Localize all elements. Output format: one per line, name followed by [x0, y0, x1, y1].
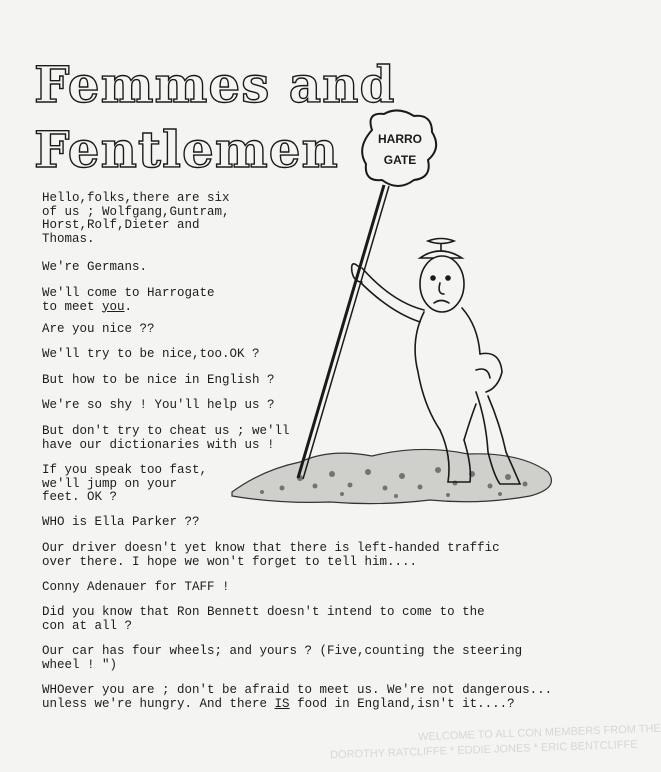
- taff-paragraph: Conny Adenauer for TAFF !: [42, 580, 230, 594]
- closing-line-2a: unless we're hungry. And there: [42, 696, 275, 711]
- harrogate-line-2c: .: [124, 299, 133, 314]
- intro-paragraph: Hello,folks,there are six of us ; Wolfgang,Guntram, Horst,Rolf,Dieter and Thomas.: [42, 191, 230, 246]
- harrogate-emphasis-you: you: [102, 299, 125, 314]
- closing-paragraph: [42, 684, 552, 711]
- try-nice-paragraph: We'll try to be nice,too.OK ?: [42, 347, 260, 361]
- sign-text-line-1: HARRO: [378, 132, 422, 146]
- ella-parker-question: WHO is Ella Parker ??: [42, 515, 200, 529]
- sign-pole: [298, 185, 384, 478]
- title-line-2: Fentlemen: [34, 120, 339, 179]
- harrogate-line-1: We'll come to Harrogate: [42, 286, 215, 300]
- closing-line-1: WHOever you are ; don't be afraid to meet us. We're not dangerous...: [42, 683, 553, 697]
- harrogate-paragraph: [42, 287, 215, 314]
- sign-text-line-2: GATE: [383, 153, 417, 167]
- closing-line-2c: food in England,isn't it....?: [289, 696, 515, 711]
- nice-question: Are you nice ??: [42, 322, 155, 336]
- car-paragraph: Our car has four wheels; and yours ? (Five,counting the steering wheel ! "): [42, 644, 523, 672]
- english-question: But how to be nice in English ?: [42, 373, 275, 387]
- germans-paragraph: We're Germans.: [42, 260, 148, 274]
- harrogate-line-2a: to meet: [42, 299, 103, 314]
- shy-paragraph: We're so shy ! You'll help us ?: [42, 398, 275, 412]
- speak-fast-paragraph: If you speak too fast, we'll jump on your feet. OK ?: [42, 463, 208, 505]
- closing-emphasis-is: IS: [274, 696, 290, 711]
- show-through-line-1: WELCOME TO ALL CON MEMBERS FROM THE: [417, 722, 661, 744]
- driver-paragraph: Our driver doesn't yet know that there is left-handed traffic over there. I hope we won't forget to tell him....: [42, 541, 500, 569]
- title-line-1: Femmes and: [34, 55, 396, 114]
- show-through-line-2: DOROTHY RATCLIFFE * EDDIE JONES * ERIC BENTCLIFFE: [329, 738, 638, 762]
- sign-board: [362, 110, 436, 186]
- cheat-paragraph: But don't try to cheat us ; we'll have our dictionaries with us !: [42, 424, 290, 452]
- ron-bennett-paragraph: Did you know that Ron Bennett doesn't intend to come to the con at all ?: [42, 605, 485, 633]
- figure: [352, 239, 520, 485]
- puddle: [232, 449, 551, 503]
